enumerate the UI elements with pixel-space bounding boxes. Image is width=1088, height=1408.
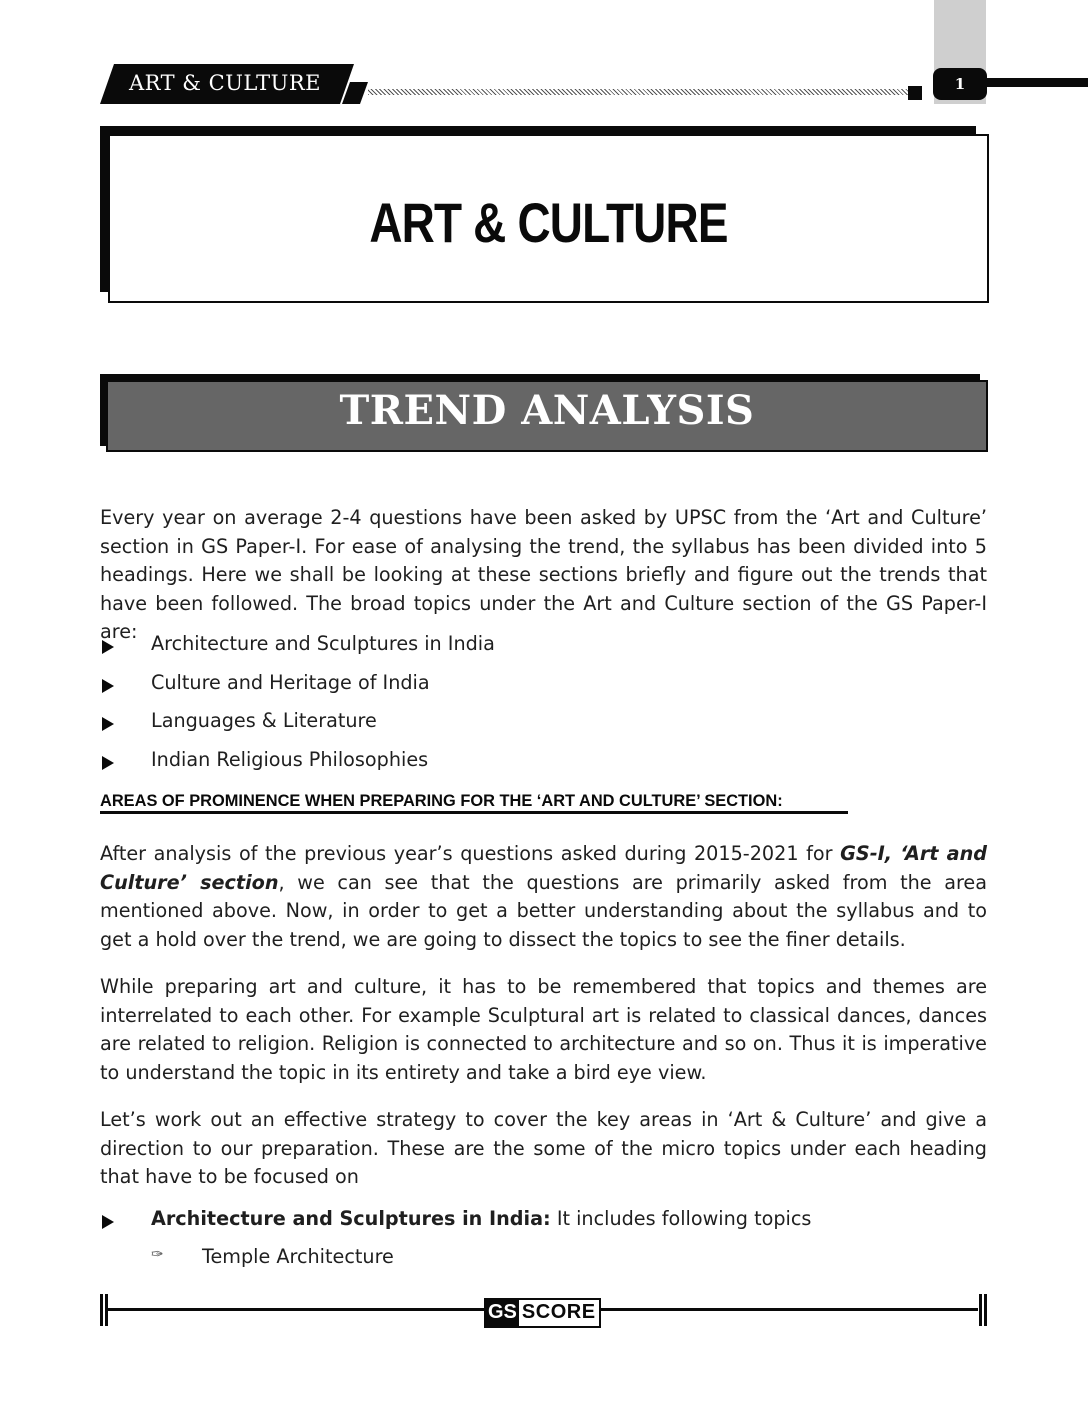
analysis-text-end: , we can see that the questions are primarily asked from the area mentioned above. Now, in order to get a better understanding about the syllabus and to get a hold over the trend, we are going to dissect the topics to see the finer details. [100,870,987,951]
footer-rule-right [600,1308,978,1311]
sub-list-item-text: Temple Architecture [202,1245,394,1268]
intro-paragraph: Every year on average 2-4 questions have been asked by UPSC from the ‘Art and Culture’ section in GS Paper-I. For ease of analysing the trend, the syllabus has been divided into 5 headings. Here we shall be looking at these sections briefly and figure out the trends that have been followed. The broad topics under the Art and Culture section of the GS Paper-I are: [100,506,987,643]
areas-heading: AREAS OF PROMINENCE WHEN PREPARING FOR THE ‘ART AND CULTURE’ SECTION: [100,792,783,810]
footer-bar-left [100,1294,103,1326]
analysis-paragraph [100,840,987,954]
list-item [100,709,987,739]
page-number: 1 [933,68,987,100]
triangle-bullet-icon [102,679,114,693]
micro-topic-suffix: It includes following topics [550,1207,812,1230]
list-item-text: Indian Religious Philosophies [151,748,429,771]
interrelated-paragraph: While preparing art and culture, it has to be remembered that topics and themes are interrelated to each other. For example Sculptural art is related to classical dances, dances are related to religion. Religion is connected to architecture and so on. Thus it is imperative to understand the topic in its entirety and take a bird eye view. [100,975,987,1084]
footer-bar-right [979,1294,982,1326]
heading-underline [100,811,848,814]
triangle-bullet-icon [102,1215,114,1229]
triangle-bullet-icon [102,756,114,770]
strategy-paragraph: Let’s work out an effective strategy to cover the key areas in ‘Art & Culture’ and give a direction to our preparation. These are the some of the micro topics under each heading that have to be focused on [100,1108,987,1188]
header-divider-end [908,86,922,100]
micro-topic-heading: Architecture and Sculptures in India: [151,1207,551,1230]
header-divider [368,89,910,95]
page-title: ART & CULTURE [369,191,728,254]
micro-topic-heading-row [151,1207,811,1230]
list-item [100,632,987,662]
analysis-text-start: After analysis of the previous year’s questions asked during 2015-2021 for [100,842,841,865]
analysis-emphasis: GS-I, ‘Art and Culture’ section [100,842,987,894]
triangle-bullet-icon [102,717,114,731]
footer-bar-right [984,1294,987,1326]
pencil-bullet-icon: ✑ [151,1245,164,1263]
list-item [100,1207,987,1237]
list-item [100,748,987,778]
list-item [100,671,987,701]
triangle-bullet-icon [102,640,114,654]
gsscore-logo [484,1298,601,1328]
logo-score: SCORE [519,1300,599,1326]
list-item-text: Culture and Heritage of India [151,671,430,694]
list-item-text: Architecture and Sculptures in India [151,632,495,655]
sub-list-item [100,1245,987,1275]
section-banner-title: TREND ANALYSIS [339,387,755,434]
footer-rule-left [108,1308,484,1311]
header-rule [986,78,1088,87]
logo-gs: GS [486,1300,519,1326]
list-item-text: Languages & Literature [151,709,377,732]
running-header-title: ART & CULTURE [128,71,321,95]
